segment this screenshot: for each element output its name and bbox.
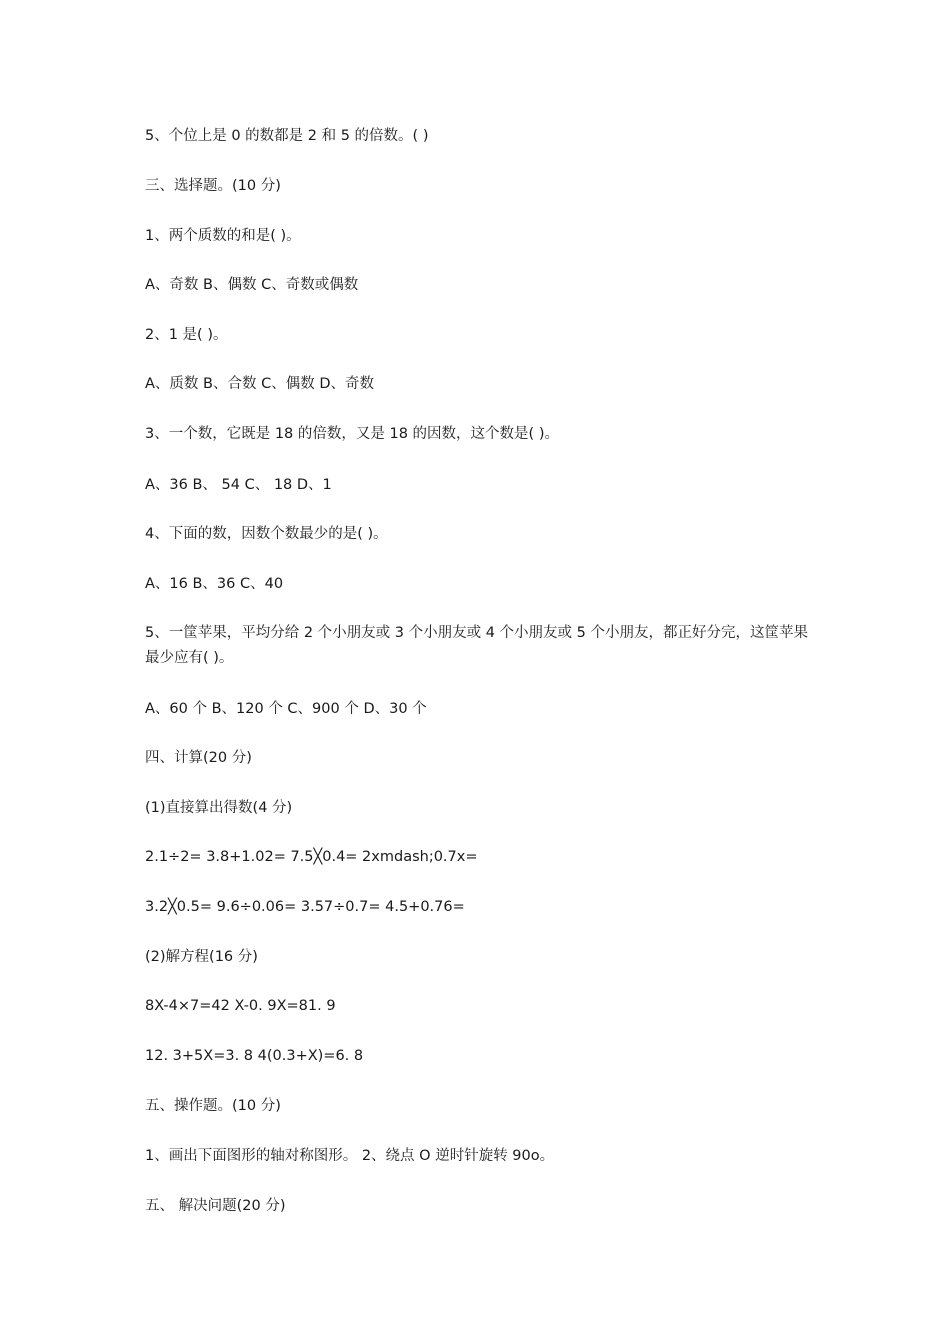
choice-options-5: A、60 个 B、120 个 C、900 个 D、30 个 [145, 701, 427, 717]
equation-row-1: 8X-4×7=42 X-0. 9X=81. 9 [145, 998, 336, 1014]
section-heading-calc: 四、计算(20 分) [145, 750, 252, 766]
calc-subheading-1: (1)直接算出得数(4 分) [145, 800, 293, 816]
choice-question-3: 3、一个数，它既是 18 的倍数，又是 18 的因数，这个数是( )。 [145, 426, 559, 442]
operation-items: 1、画出下面图形的轴对称图形。 2、绕点 O 逆时针旋转 90o。 [145, 1148, 555, 1164]
calc-subheading-2: (2)解方程(16 分) [145, 949, 258, 965]
section-heading-solve: 五、 解决问题(20 分) [145, 1198, 286, 1214]
section-heading-operation: 五、操作题。(10 分) [145, 1098, 281, 1114]
choice-options-3: A、36 B、 54 C、 18 D、1 [145, 477, 332, 493]
judge-item-5: 5、个位上是 0 的数都是 2 和 5 的倍数。( ) [145, 128, 429, 144]
choice-options-1: A、奇数 B、偶数 C、奇数或偶数 [145, 277, 359, 293]
choice-question-1: 1、两个质数的和是( )。 [145, 228, 301, 244]
choice-options-4: A、16 B、36 C、40 [145, 576, 284, 592]
calc-row-1: 2.1÷2= 3.8+1.02= 7.5╳0.4= 2xmdash;0.7x= [145, 849, 478, 865]
equation-row-2: 12. 3+5X=3. 8 4(0.3+X)=6. 8 [145, 1048, 364, 1064]
choice-question-4: 4、下面的数，因数个数最少的是( )。 [145, 526, 388, 542]
section-heading-choice: 三、选择题。(10 分) [145, 178, 281, 194]
choice-question-2: 2、1 是( )。 [145, 327, 228, 343]
calc-row-2: 3.2╳0.5= 9.6÷0.06= 3.57÷0.7= 4.5+0.76= [145, 899, 465, 915]
choice-options-2: A、质数 B、合数 C、偶数 D、奇数 [145, 376, 374, 392]
choice-question-5: 5、一筐苹果，平均分给 2 个小朋友或 3 个小朋友或 4 个小朋友或 5 个小朋友，都正好分完，这筐苹果最少应有( )。 [145, 625, 808, 666]
